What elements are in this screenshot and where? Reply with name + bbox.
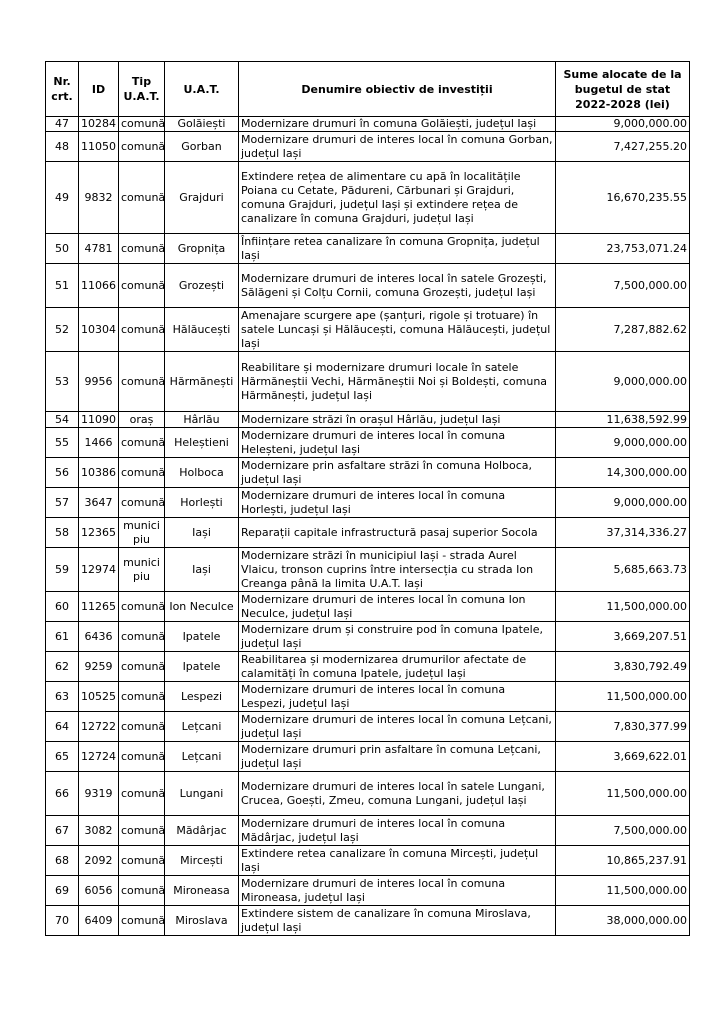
- row-nr: 66: [46, 772, 79, 816]
- row-uat: Holboca: [165, 458, 239, 488]
- row-id: 12722: [79, 712, 119, 742]
- row-id: 9956: [79, 352, 119, 412]
- row-denumire: Extindere rețea de alimentare cu apă în localitățile Poiana cu Cetate, Pădureni, Cărbunari și Grajduri, comuna Grajduri, județul Iași și extindere rețea de canalizare în comuna Grajduri, județul Iași: [239, 162, 556, 234]
- row-suma: 14,300,000.00: [556, 458, 690, 488]
- row-denumire: Reparații capitale infrastructură pasaj superior Socola: [239, 518, 556, 548]
- row-id: 11090: [79, 412, 119, 428]
- header-denumire: Denumire obiectiv de investiții: [239, 62, 556, 117]
- row-denumire: Înființare retea canalizare în comuna Gropnița, județul Iași: [239, 234, 556, 264]
- row-uat: Mădârjac: [165, 816, 239, 846]
- row-tip: comună: [119, 488, 165, 518]
- row-tip: comună: [119, 458, 165, 488]
- row-denumire: Modernizare drumuri de interes local în comuna Mironeasa, județul Iași: [239, 876, 556, 906]
- row-nr: 51: [46, 264, 79, 308]
- row-suma: 11,500,000.00: [556, 592, 690, 622]
- row-suma: 9,000,000.00: [556, 428, 690, 458]
- row-denumire: Modernizare drumuri de interes local în comuna Gorban, județul Iași: [239, 132, 556, 162]
- table-row: [46, 906, 690, 936]
- header-sume: Sume alocate de la bugetul de stat 2022-2028 (lei): [556, 62, 690, 117]
- row-denumire: Modernizare drumuri de interes local în satele Lungani, Crucea, Goești, Zmeu, comuna Lungani, județul Iași: [239, 772, 556, 816]
- row-suma: 11,500,000.00: [556, 876, 690, 906]
- row-denumire: Amenajare scurgere ape (șanțuri, rigole și trotuare) în satele Luncași și Hălăucești, comuna Hălăucești, județul Iași: [239, 308, 556, 352]
- row-suma: 7,830,377.99: [556, 712, 690, 742]
- table-row: [46, 876, 690, 906]
- header-id: ID: [79, 62, 119, 117]
- row-uat: Hălăucești: [165, 308, 239, 352]
- row-uat: Mircești: [165, 846, 239, 876]
- row-tip: comună: [119, 352, 165, 412]
- table-row: [46, 622, 690, 652]
- row-denumire: Modernizare drumuri de interes local în comuna Lespezi, județul Iași: [239, 682, 556, 712]
- row-id: 6409: [79, 906, 119, 936]
- table-row: [46, 264, 690, 308]
- row-nr: 50: [46, 234, 79, 264]
- table-row: [46, 458, 690, 488]
- row-uat: Hârlău: [165, 412, 239, 428]
- row-nr: 59: [46, 548, 79, 592]
- header-row: [46, 62, 690, 117]
- row-tip: comună: [119, 742, 165, 772]
- row-id: 1466: [79, 428, 119, 458]
- row-uat: Heleștieni: [165, 428, 239, 458]
- table-row: [46, 428, 690, 458]
- row-tip: comună: [119, 712, 165, 742]
- row-id: 12365: [79, 518, 119, 548]
- row-nr: 64: [46, 712, 79, 742]
- row-tip: municipiu: [119, 518, 165, 548]
- row-denumire: Modernizare drumuri de interes local în satele Grozești, Sălăgeni și Colțu Cornii, comuna Grozești, județul Iași: [239, 264, 556, 308]
- row-nr: 57: [46, 488, 79, 518]
- row-uat: Miroslava: [165, 906, 239, 936]
- table-row: [46, 488, 690, 518]
- table-row: [46, 412, 690, 428]
- table-row: [46, 234, 690, 264]
- table-row: [46, 846, 690, 876]
- row-tip: comună: [119, 906, 165, 936]
- row-suma: 10,865,237.91: [556, 846, 690, 876]
- row-tip: comună: [119, 428, 165, 458]
- row-uat: Lețcani: [165, 742, 239, 772]
- row-id: 4781: [79, 234, 119, 264]
- table-row: [46, 712, 690, 742]
- row-id: 10284: [79, 117, 119, 132]
- table-row: [46, 652, 690, 682]
- header-nr: Nr. crt.: [46, 62, 79, 117]
- row-id: 12974: [79, 548, 119, 592]
- row-nr: 70: [46, 906, 79, 936]
- row-uat: Grajduri: [165, 162, 239, 234]
- row-uat: Lespezi: [165, 682, 239, 712]
- table-row: [46, 132, 690, 162]
- row-suma: 9,000,000.00: [556, 117, 690, 132]
- header-tip: Tip U.A.T.: [119, 62, 165, 117]
- row-nr: 61: [46, 622, 79, 652]
- table-row: [46, 548, 690, 592]
- row-tip: comună: [119, 876, 165, 906]
- table-row: [46, 772, 690, 816]
- row-id: 10386: [79, 458, 119, 488]
- row-tip: comună: [119, 652, 165, 682]
- row-denumire: Modernizare drum și construire pod în comuna Ipatele, județul Iași: [239, 622, 556, 652]
- row-tip: comună: [119, 132, 165, 162]
- row-denumire: Modernizare drumuri de interes local în comuna Heleșteni, județul Iași: [239, 428, 556, 458]
- row-suma: 11,500,000.00: [556, 772, 690, 816]
- row-uat: Iași: [165, 548, 239, 592]
- row-suma: 7,287,882.62: [556, 308, 690, 352]
- row-denumire: Extindere retea canalizare în comuna Mircești, județul Iași: [239, 846, 556, 876]
- row-id: 10525: [79, 682, 119, 712]
- row-id: 3647: [79, 488, 119, 518]
- row-uat: Gorban: [165, 132, 239, 162]
- row-denumire: Modernizare străzi în orașul Hârlău, județul Iași: [239, 412, 556, 428]
- row-denumire: Modernizare drumuri de interes local în comuna Ion Neculce, județul Iași: [239, 592, 556, 622]
- row-uat: Hărmănești: [165, 352, 239, 412]
- row-id: 9832: [79, 162, 119, 234]
- row-tip: municipiu: [119, 548, 165, 592]
- row-suma: 3,830,792.49: [556, 652, 690, 682]
- row-suma: 11,500,000.00: [556, 682, 690, 712]
- row-suma: 9,000,000.00: [556, 488, 690, 518]
- row-tip: comună: [119, 264, 165, 308]
- table-row: [46, 682, 690, 712]
- row-suma: 38,000,000.00: [556, 906, 690, 936]
- row-id: 3082: [79, 816, 119, 846]
- row-denumire: Modernizare prin asfaltare străzi în comuna Holboca, județul Iași: [239, 458, 556, 488]
- row-nr: 65: [46, 742, 79, 772]
- row-nr: 52: [46, 308, 79, 352]
- row-tip: comună: [119, 308, 165, 352]
- row-nr: 47: [46, 117, 79, 132]
- investment-table: [45, 61, 690, 936]
- row-suma: 23,753,071.24: [556, 234, 690, 264]
- row-denumire: Modernizare drumuri prin asfaltare în comuna Lețcani, județul Iași: [239, 742, 556, 772]
- table-row: [46, 117, 690, 132]
- row-uat: Lețcani: [165, 712, 239, 742]
- row-nr: 60: [46, 592, 79, 622]
- row-suma: 3,669,207.51: [556, 622, 690, 652]
- row-tip: comună: [119, 234, 165, 264]
- row-denumire: Modernizare străzi în municipiul Iași - strada Aurel Vlaicu, tronson cuprins între intersecția cu strada Ion Creanga până la limita U.A.T. Iași: [239, 548, 556, 592]
- row-suma: 9,000,000.00: [556, 352, 690, 412]
- row-id: 9319: [79, 772, 119, 816]
- row-nr: 56: [46, 458, 79, 488]
- row-nr: 58: [46, 518, 79, 548]
- row-id: 10304: [79, 308, 119, 352]
- row-denumire: Extindere sistem de canalizare în comuna Miroslava, județul Iași: [239, 906, 556, 936]
- row-id: 2092: [79, 846, 119, 876]
- row-nr: 68: [46, 846, 79, 876]
- row-suma: 16,670,235.55: [556, 162, 690, 234]
- row-id: 6436: [79, 622, 119, 652]
- row-id: 11050: [79, 132, 119, 162]
- row-id: 12724: [79, 742, 119, 772]
- table-row: [46, 592, 690, 622]
- row-denumire: Modernizare drumuri de interes local în comuna Horlești, județul Iași: [239, 488, 556, 518]
- row-id: 6056: [79, 876, 119, 906]
- row-tip: comună: [119, 816, 165, 846]
- row-uat: Golăiești: [165, 117, 239, 132]
- row-uat: Ion Neculce: [165, 592, 239, 622]
- row-nr: 69: [46, 876, 79, 906]
- row-tip: comună: [119, 622, 165, 652]
- row-tip: comună: [119, 772, 165, 816]
- table-row: [46, 352, 690, 412]
- row-tip: comună: [119, 846, 165, 876]
- row-nr: 63: [46, 682, 79, 712]
- row-suma: 5,685,663.73: [556, 548, 690, 592]
- row-nr: 67: [46, 816, 79, 846]
- row-suma: 3,669,622.01: [556, 742, 690, 772]
- row-tip: comună: [119, 592, 165, 622]
- row-uat: Ipatele: [165, 622, 239, 652]
- row-denumire: Modernizare drumuri de interes local în comuna Mădârjac, județul Iași: [239, 816, 556, 846]
- row-denumire: Modernizare drumuri în comuna Golăiești, județul Iași: [239, 117, 556, 132]
- table-row: [46, 162, 690, 234]
- row-nr: 62: [46, 652, 79, 682]
- row-nr: 48: [46, 132, 79, 162]
- row-suma: 7,500,000.00: [556, 816, 690, 846]
- row-nr: 54: [46, 412, 79, 428]
- row-uat: Ipatele: [165, 652, 239, 682]
- table-row: [46, 308, 690, 352]
- row-suma: 37,314,336.27: [556, 518, 690, 548]
- row-suma: 11,638,592.99: [556, 412, 690, 428]
- row-nr: 53: [46, 352, 79, 412]
- row-nr: 49: [46, 162, 79, 234]
- row-denumire: Reabilitare și modernizare drumuri locale în satele Hărmăneștii Vechi, Hărmăneștii Noi și Boldești, comuna Hărmănești, județul Iași: [239, 352, 556, 412]
- row-tip: comună: [119, 162, 165, 234]
- row-uat: Mironeasa: [165, 876, 239, 906]
- row-uat: Horlești: [165, 488, 239, 518]
- row-denumire: Reabilitarea și modernizarea drumurilor afectate de calamități în comuna Ipatele, județul Iași: [239, 652, 556, 682]
- row-suma: 7,500,000.00: [556, 264, 690, 308]
- table-row: [46, 816, 690, 846]
- table-row: [46, 742, 690, 772]
- row-tip: comună: [119, 682, 165, 712]
- row-id: 11265: [79, 592, 119, 622]
- row-uat: Lungani: [165, 772, 239, 816]
- row-uat: Grozești: [165, 264, 239, 308]
- row-uat: Gropnița: [165, 234, 239, 264]
- row-id: 11066: [79, 264, 119, 308]
- table-row: [46, 518, 690, 548]
- row-denumire: Modernizare drumuri de interes local în comuna Lețcani, județul Iași: [239, 712, 556, 742]
- row-tip: comună: [119, 117, 165, 132]
- row-id: 9259: [79, 652, 119, 682]
- row-suma: 7,427,255.20: [556, 132, 690, 162]
- row-nr: 55: [46, 428, 79, 458]
- row-uat: Iași: [165, 518, 239, 548]
- row-tip: oraș: [119, 412, 165, 428]
- header-uat: U.A.T.: [165, 62, 239, 117]
